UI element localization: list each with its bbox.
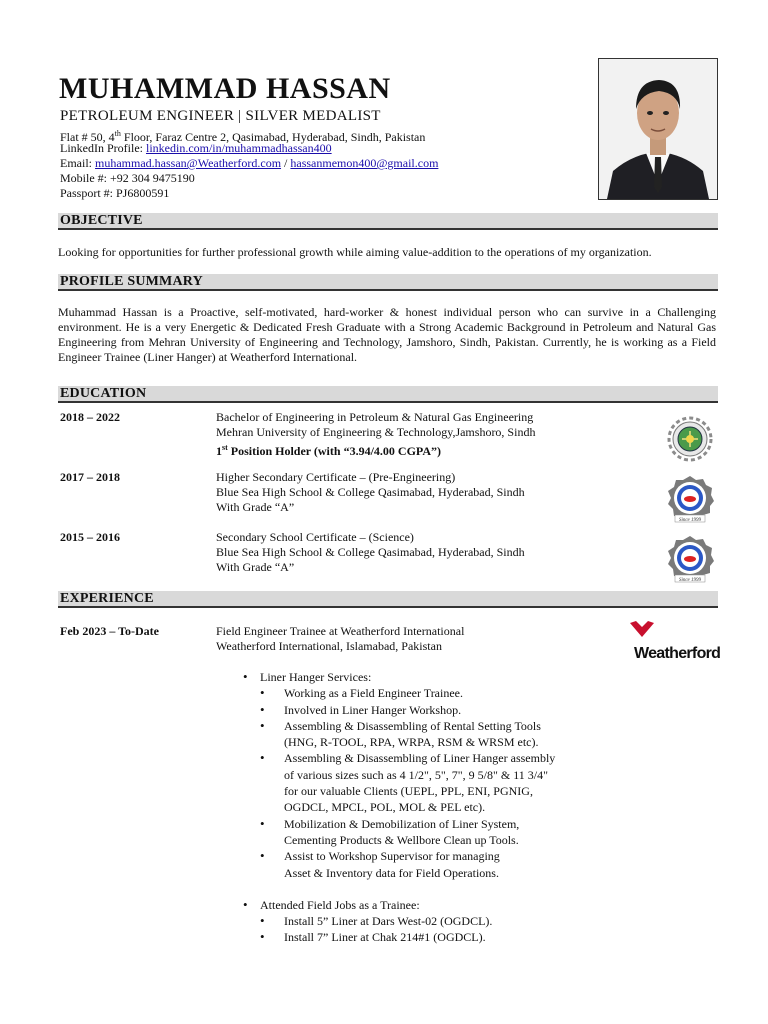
objective-text: Looking for opportunities for further professional growth while aiming value-addition to the operations of my organization. bbox=[58, 245, 652, 259]
education-years: 2015 – 2016 bbox=[60, 530, 120, 544]
section-header-profile-summary: PROFILE SUMMARY bbox=[58, 274, 718, 291]
list-item: • Assist to Workshop Supervisor for managing Asset & Inventory data for Field Operations. bbox=[238, 848, 618, 881]
list-item: • Attended Field Jobs as a Trainee: bbox=[238, 897, 618, 913]
list-item: • Liner Hanger Services: bbox=[238, 669, 618, 685]
experience-details bbox=[238, 669, 618, 946]
address-line: Flat # 50, 4th Floor, Faraz Centre 2, Qasimabad, Hyderabad, Sindh, Pakistan bbox=[60, 129, 426, 144]
person-portrait-icon bbox=[599, 59, 717, 199]
section-header-objective: OBJECTIVE bbox=[58, 213, 718, 230]
linkedin-line: LinkedIn Profile: linkedin.com/in/muhammadhassan400 bbox=[60, 141, 332, 155]
education-years: 2018 – 2022 bbox=[60, 410, 120, 424]
linkedin-link[interactable]: linkedin.com/in/muhammadhassan400 bbox=[145, 141, 332, 155]
list-item: • Install 7” Liner at Chak 214#1 (OGDCL). bbox=[238, 929, 618, 945]
profile-summary-text: Muhammad Hassan is a Proactive, self-motivated, hard-worker & honest individual person who can survive in a Challenging environment. He is a very Energetic & Dedicated Fresh Graduate with a Strong Academic Background in Petroleum and Natural Gas Engineering from Mehran University of Engineering and Technology, Jamshoro, Sindh, Pakistan. Currently, he is working as a Field Engineer Trainee (Liner Hanger) at Weatherford International. bbox=[58, 305, 716, 364]
work-email-link[interactable]: muhammad.hassan@Weatherford.com bbox=[95, 156, 282, 170]
mobile-line: Mobile #: +92 304 9475190 bbox=[60, 171, 195, 185]
education-entry: Bachelor of Engineering in Petroleum & Natural Gas Engineering Mehran University of Engineering & Technology,Jamshoro, Sindh 1st Position Holder (with “3.94/4.00 CGPA”) bbox=[216, 410, 536, 458]
email-line: Email: muhammad.hassan@Weatherford.com / hassanmemon400@gmail.com bbox=[60, 156, 439, 170]
svg-text:Since 1999: Since 1999 bbox=[678, 518, 702, 523]
list-item: • Mobilization & Demobilization of Liner System, Cementing Products & Wellbore Clean up Tools. bbox=[238, 816, 618, 849]
list-item: • Assembling & Disassembling of Rental Setting Tools (HNG, R-TOOL, RPA, WRPA, RSM & WRSM etc). bbox=[238, 718, 618, 751]
experience-dates: Feb 2023 – To-Date bbox=[60, 624, 159, 638]
candidate-name: MUHAMMAD HASSAN bbox=[59, 72, 391, 105]
profile-photo bbox=[598, 58, 718, 200]
personal-email-link[interactable]: hassanmemon400@gmail.com bbox=[290, 156, 439, 170]
section-header-experience: EXPERIENCE bbox=[58, 591, 718, 608]
blue-sea-school-logo-icon bbox=[665, 474, 715, 524]
list-item: • Involved in Liner Hanger Workshop. bbox=[238, 702, 618, 718]
education-entry: Secondary School Certificate – (Science) Blue Sea High School & College Qasimabad, Hyderabad, Sindh With Grade “A” bbox=[216, 530, 525, 574]
list-item: • Working as a Field Engineer Trainee. bbox=[238, 685, 618, 701]
list-item: • Install 5” Liner at Dars West-02 (OGDCL). bbox=[238, 913, 618, 929]
list-item: • Assembling & Disassembling of Liner Hanger assembly of various sizes such as 4 1/2", 5", 7", 9 5/8" & 11 3/4" for our valuable Clients (UEPL, PPL, ENI, PGNIG, OGDCL, MPCL, POL, MOL & PEL etc). bbox=[238, 750, 618, 815]
education-entry: Higher Secondary Certificate – (Pre-Engineering) Blue Sea High School & College Qasimabad, Hyderabad, Sindh With Grade “A” bbox=[216, 470, 525, 514]
weatherford-logo-text: Weatherford bbox=[634, 645, 721, 662]
job-title: PETROLEUM ENGINEER | SILVER MEDALIST bbox=[60, 108, 381, 124]
education-years: 2017 – 2018 bbox=[60, 470, 120, 484]
svg-text:Since 1999: Since 1999 bbox=[678, 578, 702, 583]
weatherford-chevron-icon bbox=[630, 621, 654, 639]
experience-entry: Field Engineer Trainee at Weatherford International Weatherford International, Islamabad, Pakistan bbox=[216, 624, 465, 653]
section-header-education: EDUCATION bbox=[58, 386, 718, 403]
passport-line: Passport #: PJ6800591 bbox=[60, 186, 170, 200]
mehran-university-logo-icon bbox=[665, 414, 715, 464]
blue-sea-school-logo-icon bbox=[665, 534, 715, 584]
